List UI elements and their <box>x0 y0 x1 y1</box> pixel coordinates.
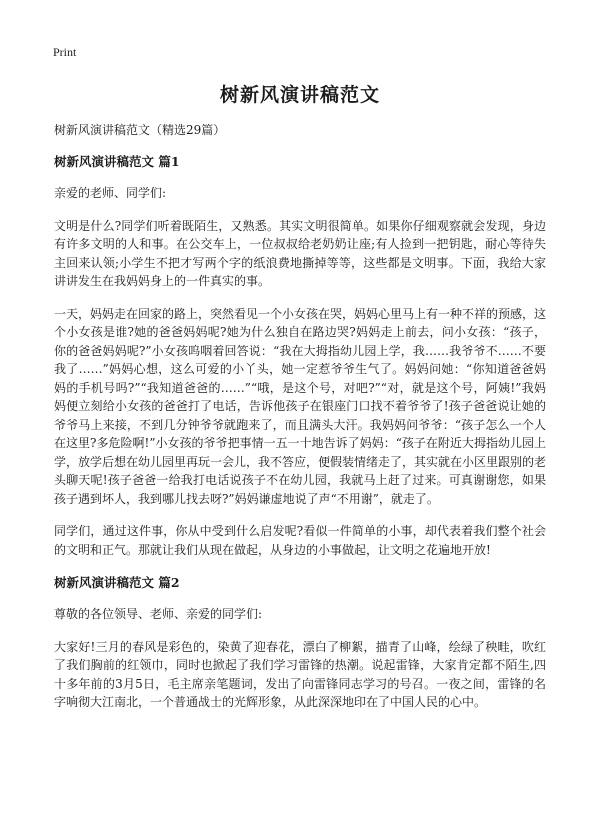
paragraph-body: 文明是什么?同学们听着既陌生，又熟悉。其实文明很简单。如果你仔细观察就会发现，身边有许多文明的人和事。在公交车上，一位叔叔给老奶奶让座;有人捡到一把钥匙，耐心等待失主回来认领;小学生不把才写两个字的纸浪费地撕掉等等，这些都是文明事。下面，我给大家讲讲发生在我妈妈身上的一件真实的事。 <box>54 218 546 288</box>
page-title: 树新风演讲稿范文 <box>219 84 380 106</box>
paragraph-greeting-2: 尊敬的各位领导、老师、亲爱的同学们: <box>54 607 263 621</box>
paragraph-body: 大家好!三月的春风是彩色的，染黄了迎春花，漂白了柳絮，描青了山峰，绘绿了秧畦，吹红了我们胸前的红领巾，同时也掀起了我们学习雷锋的热潮。说起雷锋，大家肯定都不陌生,四十多年前的3月5日，毛主席亲笔题词，发出了向雷锋同志学习的号召。一夜之间，雷锋的名字响彻大江南北，一个普通战士的光辉形象，从此深深地印在了中国人民的心中。 <box>54 639 546 709</box>
paragraph-body: 一天，妈妈走在回家的路上，突然看见一个小女孩在哭，妈妈心里马上有一种不祥的预感，这个小女孩是谁?她的爸爸妈妈呢?她为什么独自在路边哭?妈妈走上前去，问小女孩：“孩子，你的爸爸妈妈呢?”小女孩呜咽着回答说：“我在大拇指幼儿园上学，我……我爷爷不……不要我了……”妈妈心想，这么可爱的小丫头，她一定惹爷爷生气了。妈妈问她：“你知道爸爸妈妈的手机号吗?”“我知道爸爸的……”“哦，是这个号，对吧?”“对，就是这个号，阿姨!”我妈妈便立刻给小女孩的爸爸打了电话，告诉他孩子在银座门口找不着爷爷了!孩子爸爸说让她的爷爷马上来接，不到几分钟爷爷就跑来了，而且满头大汗。我妈妈问爷爷：“孩子怎么一个人在这里?多危险啊!”小女孩的爷爷把事情一五一十地告诉了妈妈：“孩子在附近大拇指幼儿园上学，放学后想在幼儿园里再玩一会儿，我不答应，便假装情绪走了，其实就在小区里跟别的老头聊天呢!孩子爸爸一给我打电话说孩子不在幼儿园，我就马上赶了过来。可真谢谢您，如果孩子遇到坏人，我到哪儿找去呀?”妈妈谦虚地说了声“不用谢”，就走了。 <box>54 306 547 506</box>
print-link[interactable]: Print <box>53 45 77 59</box>
section-heading-2: 树新风演讲稿范文 篇2 <box>54 575 180 590</box>
paragraph-body: 同学们，通过这件事，你从中受到什么启发呢?看似一件简单的小事，却代表着我们整个社会的文明和正气。那就让我们从现在做起，从身边的小事做起，让文明之花遍地开放! <box>54 524 546 557</box>
section-heading-1: 树新风演讲稿范文 篇1 <box>54 154 180 169</box>
paragraph-greeting-1: 亲爱的老师、同学们: <box>54 186 167 200</box>
document-subtitle: 树新风演讲稿范文（精选29篇） <box>54 123 226 137</box>
